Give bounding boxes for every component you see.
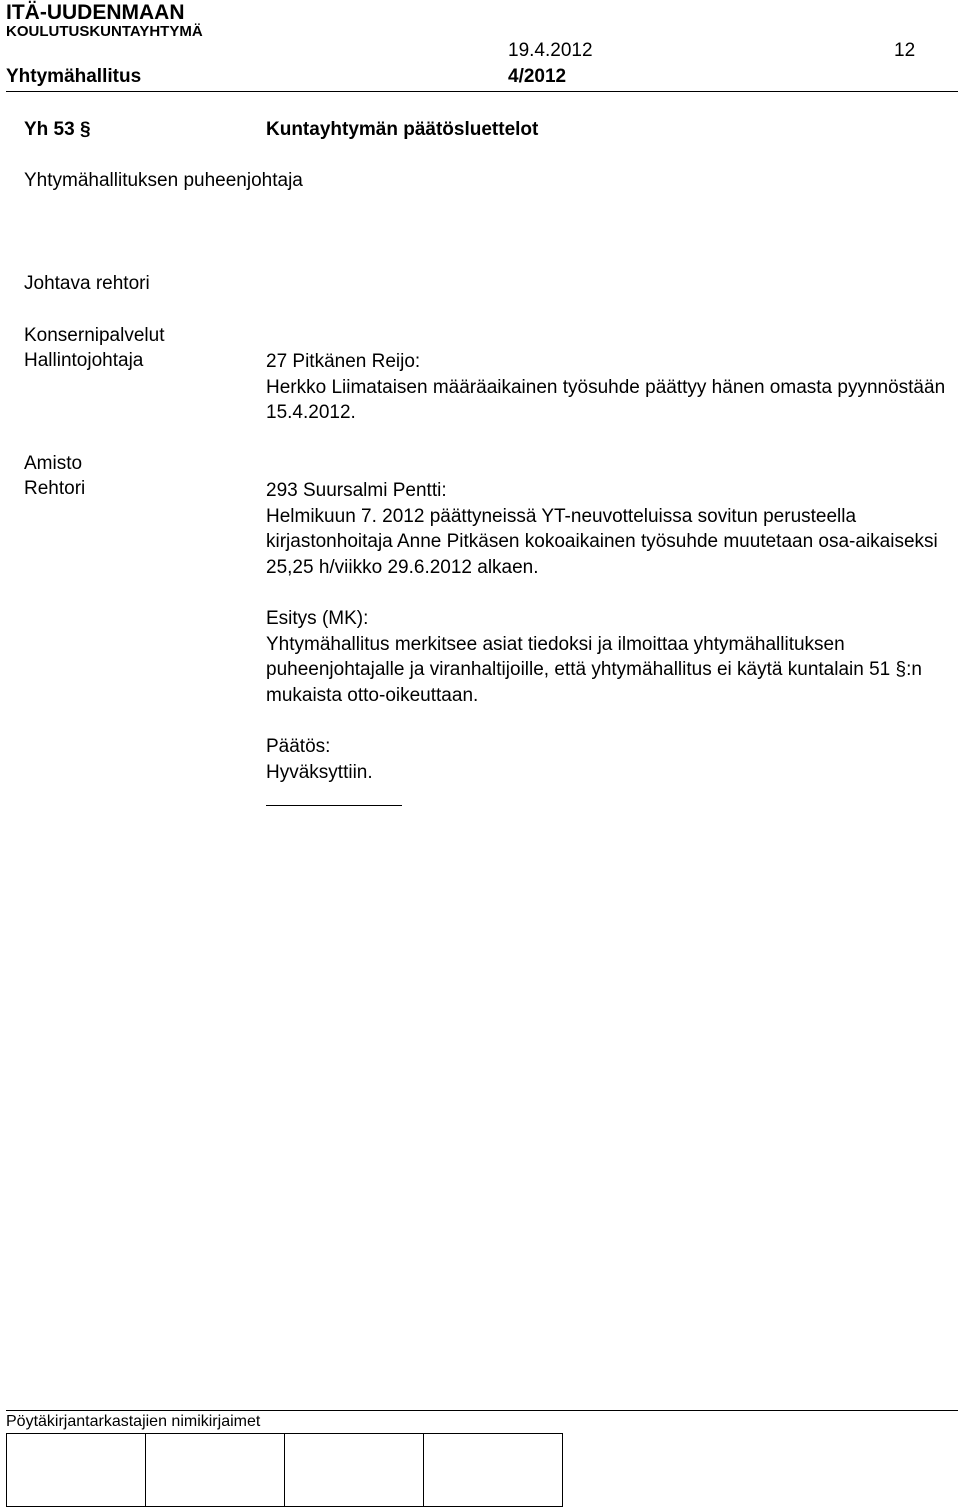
decision-item-2 [266,478,950,580]
sidebar-amisto: Amisto [24,453,83,474]
sidebar-rector: Rehtori [24,478,86,499]
minutes-issue: 4/2012 [508,66,567,87]
organization-name: ITÄ-UUDENMAAN [6,1,185,24]
decision-item-1 [266,349,950,426]
decision-item-1-title: 27 Pitkänen Reijo: [266,351,421,372]
organization-subtitle: KOULUTUSKUNTAYHTYMÄ [6,23,203,40]
initials-box [285,1434,424,1507]
section-title: Kuntayhtymän päätösluettelot [266,119,539,140]
initials-box [7,1434,146,1507]
proposal-label: Esitys (MK): [266,608,369,629]
initials-table [6,1433,563,1507]
section-number: Yh 53 § [24,119,91,140]
decision-item-2-title: 293 Suursalmi Pentti: [266,480,447,501]
footer-divider [6,1410,958,1411]
decision-item-2-text: Helmikuun 7. 2012 päättyneissä YT-neuvotteluissa sovitun perusteella kirjastonhoitaja Anne Pitkäsen kokoaikainen työsuhde muutetaan osa-aikaiseksi 25,25 h/viikko 29.6.2012 alkaen. [266,505,938,578]
sidebar-lead-rector: Johtava rehtori [24,273,150,294]
resolution-block [266,734,950,785]
sidebar-group-services: Konsernipalvelut [24,325,165,346]
sidebar-admin-director: Hallintojohtaja [24,350,144,371]
initials-box [146,1434,285,1507]
initials-box [424,1434,563,1507]
governing-body: Yhtymähallitus [6,66,142,87]
proposal-block [266,606,950,708]
resolution-label: Päätös: [266,736,331,757]
page-number: 12 [894,40,916,61]
header-divider [6,91,958,92]
sidebar-chair: Yhtymähallituksen puheenjohtaja [24,170,303,191]
proposal-text: Yhtymähallitus merkitsee asiat tiedoksi ja ilmoittaa yhtymähallituksen puheenjohtajalle ja viranhaltijoille, että yhtymähallitus ei käytä kuntalain 51 §:n mukaista otto-oikeuttaan. [266,633,922,706]
meeting-date: 19.4.2012 [508,40,593,61]
initials-label: Pöytäkirjantarkastajien nimikirjaimet [6,1413,261,1430]
closing-line [266,805,402,806]
decision-item-1-text: Herkko Liimataisen määräaikainen työsuhde päättyy hänen omasta pyynnöstään 15.4.2012. [266,376,946,424]
resolution-text: Hyväksyttiin. [266,761,373,783]
